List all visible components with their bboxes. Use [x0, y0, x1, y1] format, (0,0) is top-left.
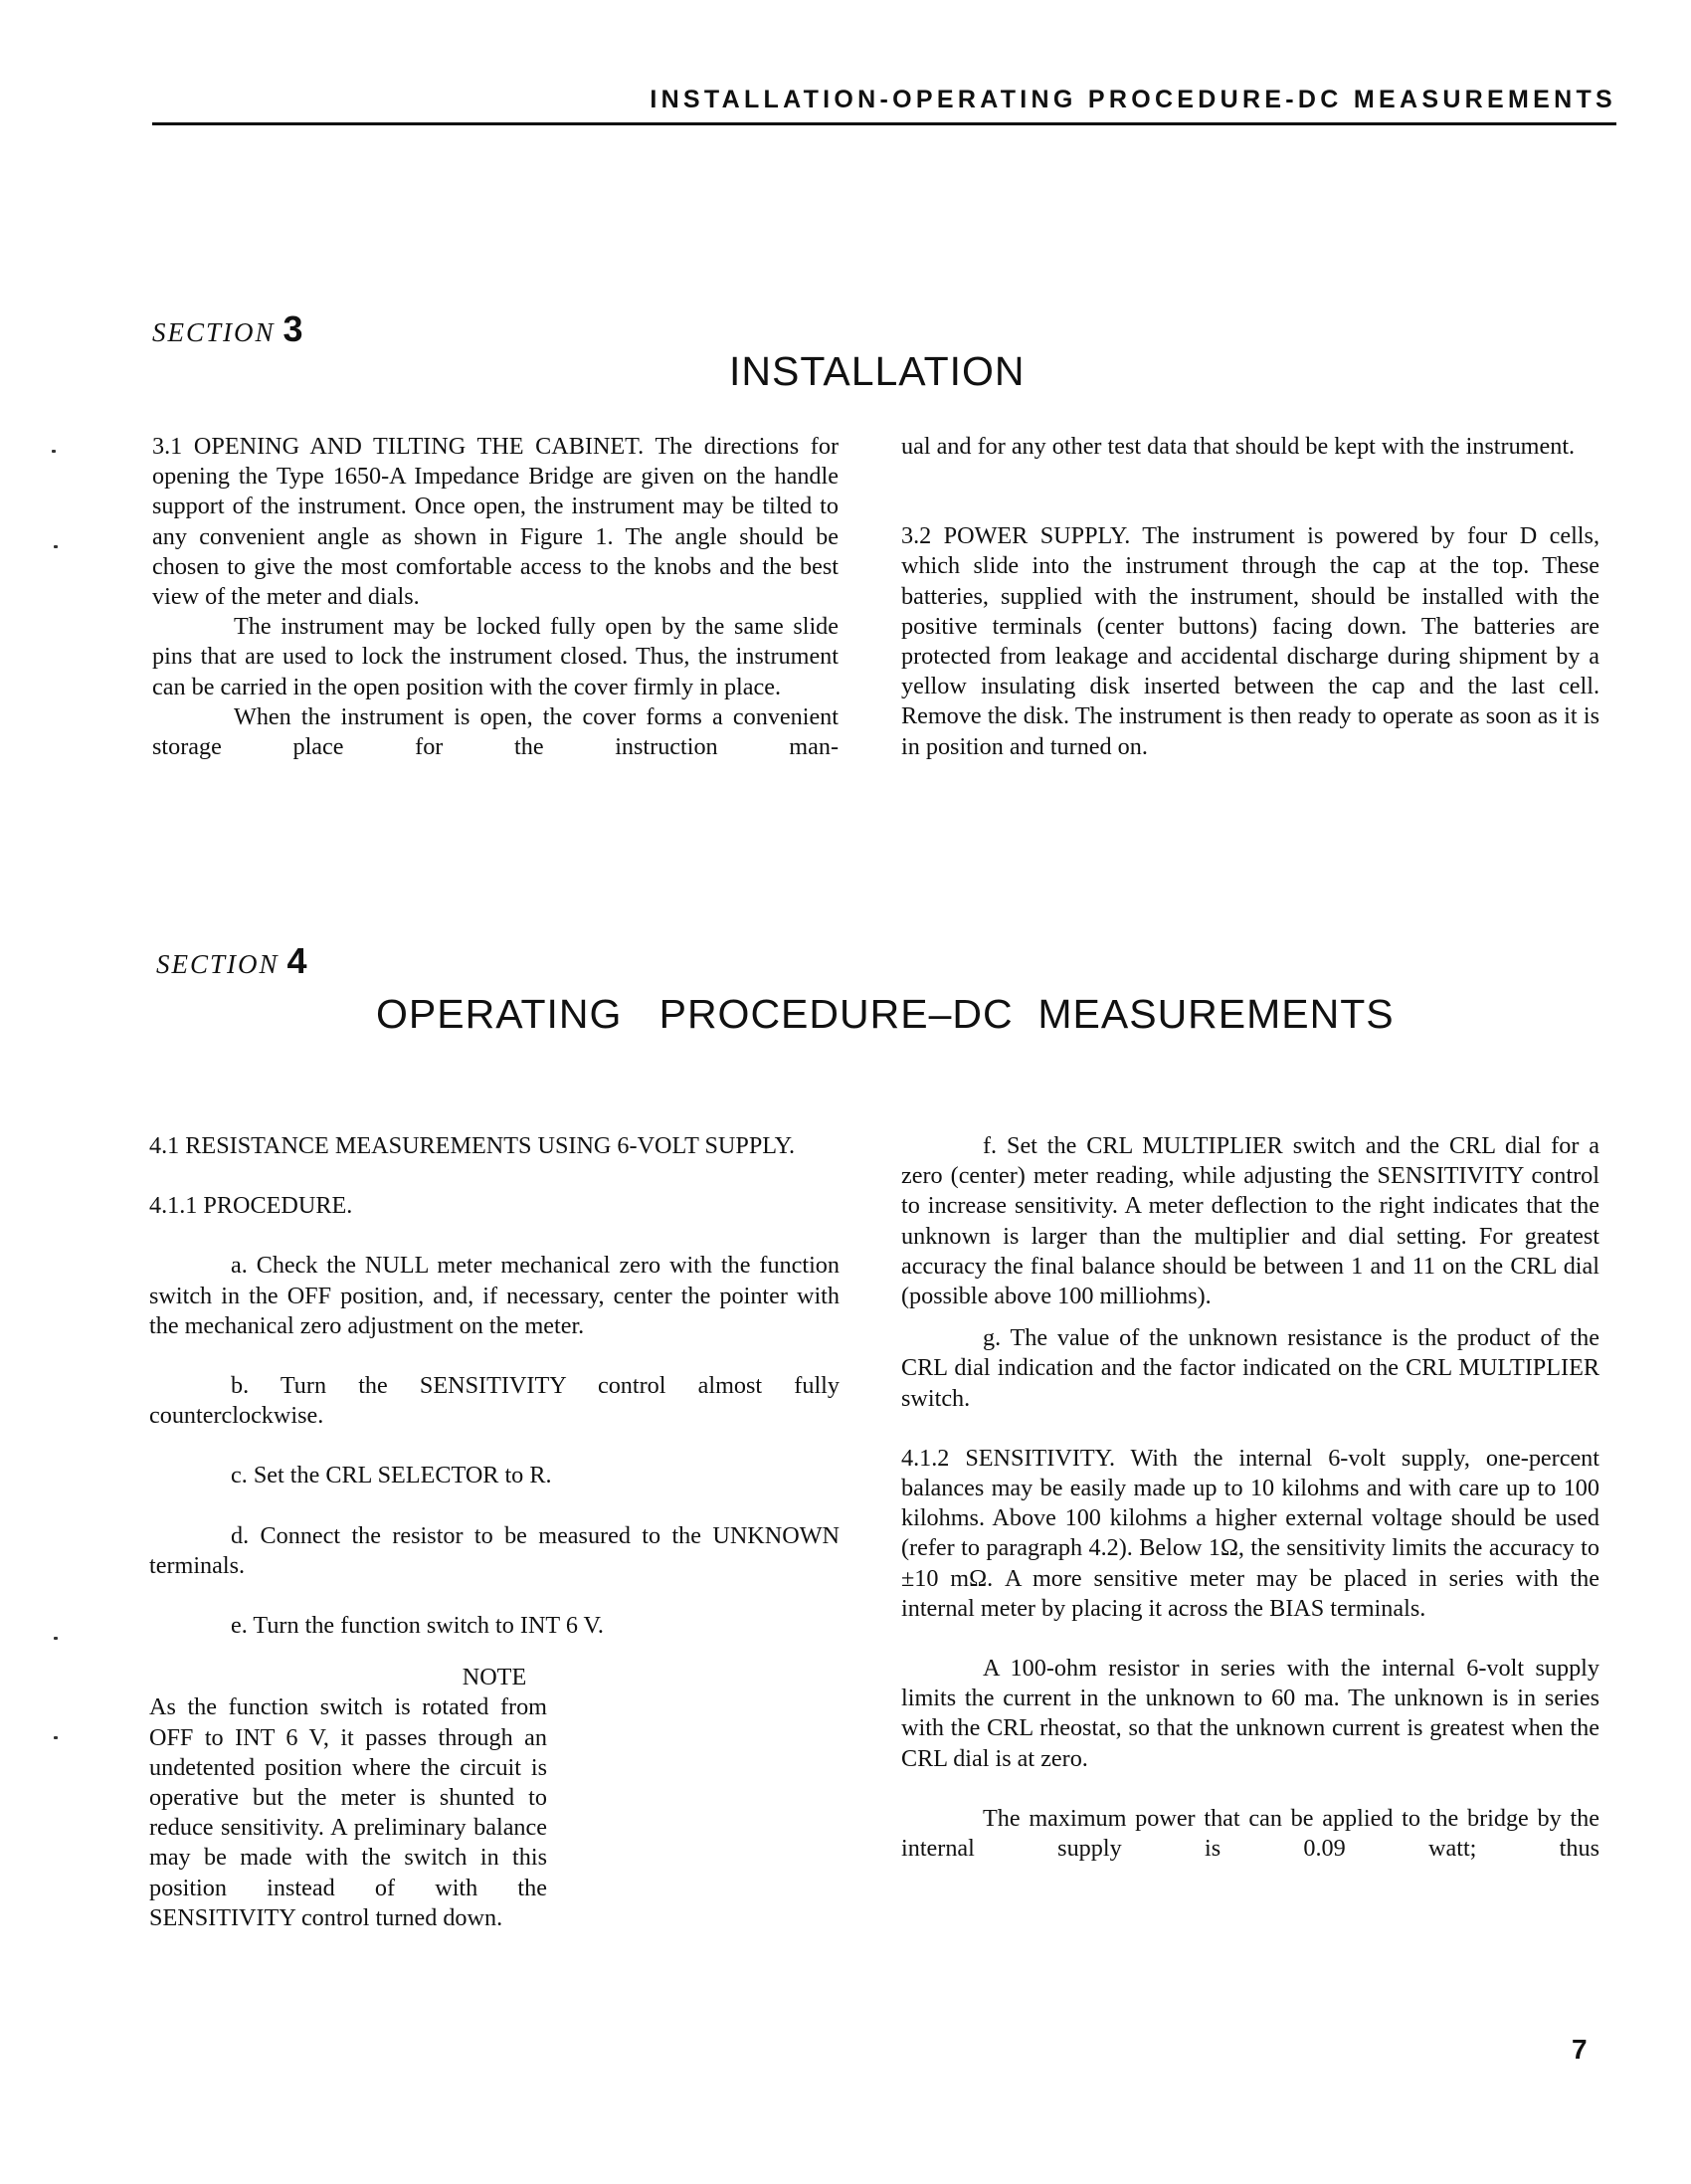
step-f: f. Set the CRL MULTIPLIER switch and the CRL dial for a zero (center) meter reading, while adjusting the SENSITIVITY control to increase sensitivity. A meter deflection to the right indicates that the unknown is larger than the multiplier and dial setting. For greatest accuracy the final balance should be between 1 and 11 on the CRL dial (possible above 100 milliohms). — [901, 1132, 1599, 1310]
paragraph-4-1-2: 4.1.2 SENSITIVITY. With the internal 6-volt supply, one-percent balances may be easily made up to 10 kilohms and with care up to 100 kilohms. Above 100 kilohms a higher external voltage should be used (refer to paragraph 4.2). Below 1Ω, the sensitivity limits the accuracy to ±10 mΩ. A more sensitive meter may be placed in series with the internal meter by placing it across the BIAS terminals. — [901, 1444, 1599, 1622]
step-b: b. Turn the SENSITIVITY control almost fully counterclockwise. — [149, 1372, 840, 1430]
section-4-number: 4 — [286, 940, 307, 981]
section-3-right-column — [901, 432, 1599, 762]
paragraph-3-2: 3.2 POWER SUPPLY. The instrument is powered by four D cells, which slide into the instrument through the cap at the top. These batteries, supplied with the instrument, should be installed with the positive terminals (center buttons) facing down. The batteries are protected from leakage and accidental discharge during shipment by a yellow insulating disk inserted between the cap and the last cell. Remove the disk. The instrument is then ready to operate as soon as it is in position and turned on. — [901, 522, 1599, 760]
page-number: 7 — [1572, 2034, 1588, 2065]
running-head: INSTALLATION-OPERATING PROCEDURE-DC MEASUREMENTS — [650, 86, 1616, 113]
section-4-left-column — [149, 1131, 840, 1933]
paragraph-3-1-storage: When the instrument is open, the cover forms a convenient storage place for the instruction man- — [152, 702, 839, 761]
note-body: As the function switch is rotated from OFF to INT 6 V, it passes through an undetented position where the circuit is operative but the meter is shunted to reduce sensitivity. A preliminary balance may be made with the switch in this position instead of with the SENSITIVITY control turned down. — [149, 1693, 547, 1931]
note-title: NOTE — [462, 1664, 527, 1691]
scan-speck — [54, 1637, 58, 1640]
paragraph-max-power: The maximum power that can be applied to the bridge by the internal supply is 0.09 watt; thus — [901, 1804, 1599, 1863]
step-c: c. Set the CRL SELECTOR to R. — [231, 1462, 552, 1489]
scan-speck — [54, 545, 58, 548]
step-a: a. Check the NULL meter mechanical zero with the function switch in the OFF position, and, if necessary, center the pointer with the mechanical zero adjustment on the meter. — [149, 1252, 840, 1339]
section-3-title: INSTALLATION — [729, 348, 1026, 394]
section-4-right-column — [901, 1131, 1599, 1864]
heading-4-1-1: 4.1.1 PROCEDURE. — [149, 1192, 353, 1220]
paragraph-3-1-locking: The instrument may be locked fully open by the same slide pins that are used to lock the instrument closed. Thus, the instrument can be carried in the open position with the cover firmly in place. — [152, 613, 839, 700]
step-e: e. Turn the function switch to INT 6 V. — [231, 1612, 604, 1640]
section-3-label-text: SECTION — [152, 317, 276, 347]
section-4-label-text: SECTION — [156, 949, 280, 979]
heading-4-1: 4.1 RESISTANCE MEASUREMENTS USING 6-VOLT SUPPLY. — [149, 1132, 796, 1159]
section-3-number: 3 — [282, 308, 303, 349]
section-4-title: OPERATING PROCEDURE–DC MEASUREMENTS — [376, 991, 1395, 1037]
paragraph-3-1-continued: ual and for any other test data that should be kept with the instrument. — [901, 433, 1576, 460]
paragraph-3-1: 3.1 OPENING AND TILTING THE CABINET. The directions for opening the Type 1650-A Impedance Bridge are given on the handle support of the instrument. Once open, the instrument may be tilted to any convenient angle as shown in Figure 1. The angle should be chosen to give the most comfortable access to the knobs and the best view of the meter and dials. — [152, 433, 839, 611]
section-3-label — [152, 308, 303, 350]
section-4-label — [156, 940, 307, 982]
header-rule — [152, 122, 1616, 125]
step-d: d. Connect the resistor to be measured to the UNKNOWN terminals. — [149, 1521, 840, 1579]
scan-speck — [54, 1736, 58, 1739]
paragraph-current-limit: A 100-ohm resistor in series with the internal 6-volt supply limits the current in the unknown to 60 ma. The unknown is in series with the CRL rheostat, so that the unknown current is greatest when the CRL dial is at zero. — [901, 1655, 1599, 1772]
note-box — [149, 1663, 840, 1933]
section-3-left-column — [152, 432, 839, 762]
scan-speck — [52, 450, 56, 453]
step-g: g. The value of the unknown resistance is the product of the CRL dial indication and the factor indicated on the CRL MULTIPLIER switch. — [901, 1324, 1599, 1412]
